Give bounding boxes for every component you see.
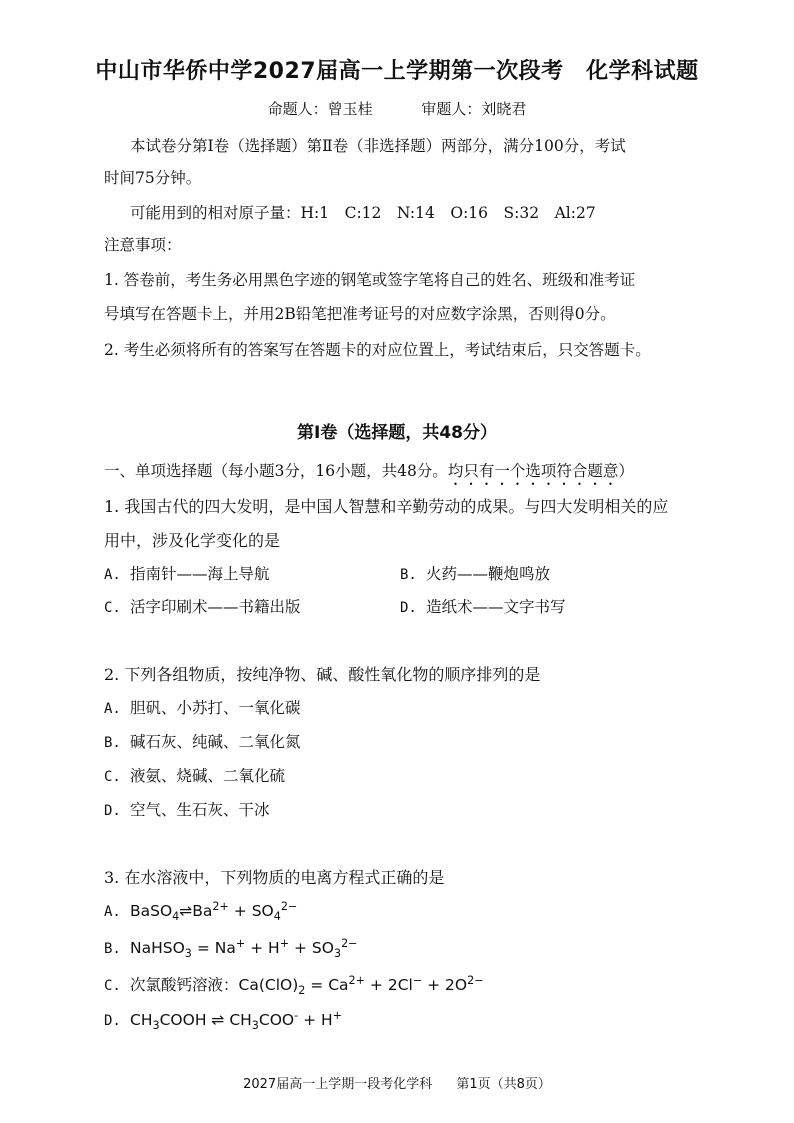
option-label: B. <box>104 735 121 751</box>
q3-option-c-equation: $Ca(ClO)_2 = Ca^{2+} + 2Cl^- + 2O^{2-}$ <box>238 973 484 998</box>
authors-line <box>0 98 794 119</box>
q2-stem: 2. 下列各组物质，按纯净物、碱、酸性氧化物的顺序排列的是 <box>104 665 541 684</box>
part-heading-suffix: ） <box>618 462 634 480</box>
option-label: D. <box>104 1013 121 1030</box>
option-label: D. <box>400 600 417 616</box>
q1-option-c <box>104 595 301 617</box>
option-text: 活字印刷术——书籍出版 <box>130 598 301 616</box>
option-label: B. <box>400 567 417 583</box>
question-reviewer: 审题人：刘晓君 <box>421 100 527 118</box>
q2-option-d <box>104 798 270 820</box>
option-text: 火药——鞭炮鸣放 <box>426 565 551 583</box>
option-text: 碱石灰、纯碱、二氧化氮 <box>130 733 301 751</box>
q2-option-b <box>104 730 301 752</box>
option-label: D. <box>104 803 121 819</box>
q3-option-b <box>104 937 358 960</box>
q1-option-a <box>104 562 270 584</box>
q2-option-c <box>104 764 285 786</box>
atomic-masses: 可能用到的相对原子量：H:1 C:12 N:14 O:16 S:32 Al:27 <box>130 204 596 222</box>
option-label: C. <box>104 769 121 785</box>
notes-title: 注意事项： <box>104 236 182 254</box>
option-label: A. <box>104 701 121 717</box>
option-label: B. <box>104 941 121 958</box>
q3-option-d <box>104 1009 342 1032</box>
q3-option-a <box>104 900 297 923</box>
q3-option-d-equation: $CH_3COOH$ ⇌ $CH_3COO^- + H^+$ <box>130 1009 343 1033</box>
note-1-line-2: 号填写在答题卡上，并用2B铅笔把准考证号的对应数字涂黑，否则得0分。 <box>104 305 616 323</box>
exam-title: 中山市华侨中学2027届高一上学期第一次段考 化学科试题 <box>95 59 699 84</box>
q3-option-c <box>104 973 484 997</box>
option-text: 空气、生石灰、干冰 <box>130 801 270 819</box>
q1-stem-line-1: 1. 我国古代的四大发明，是中国人智慧和辛勤劳动的成果。与四大发明相关的应 <box>104 497 669 516</box>
q2-option-a <box>104 696 301 718</box>
part-heading-emphasis: 均只有一个选项符合题意 <box>447 462 619 480</box>
q1-stem-line-2: 用中，涉及化学变化的是 <box>104 531 281 550</box>
part-heading <box>104 459 634 489</box>
page-footer <box>0 1073 794 1092</box>
option-label: A. <box>104 567 121 583</box>
option-label: C. <box>104 978 121 994</box>
q3-option-a-equation: $BaSO_4\rightleftharpoons Ba^{2+} + SO_4^{2-}$ <box>130 900 298 924</box>
q3-option-c-prefix: 次氯酸钙溶液： <box>130 976 239 994</box>
footer-course: 2027届高一上学期一段考化学科 <box>243 1077 433 1092</box>
q1-option-d <box>400 595 566 617</box>
footer-page-number: 第1页（共8页） <box>456 1077 551 1092</box>
note-2: 2. 考生必须将所有的答案写在答题卡的对应位置上，考试结束后，只交答题卡。 <box>104 341 651 359</box>
intro-line-2: 时间75分钟。 <box>104 169 202 187</box>
part-heading-prefix: 一、单项选择题（每小题3分，16小题，共48分。 <box>104 462 448 480</box>
note-1-line-1: 1. 答卷前，考生务必用黑色字迹的钢笔或签字笔将自己的姓名、班级和准考证 <box>104 271 636 289</box>
question-setter: 命题人：曾玉桂 <box>267 100 373 118</box>
q3-stem: 3. 在水溶液中，下列物质的电离方程式正确的是 <box>104 868 445 887</box>
option-text: 指南针——海上导航 <box>130 565 270 583</box>
section-title: 第Ⅰ卷（选择题，共48分） <box>297 423 497 443</box>
option-label: A. <box>104 904 121 921</box>
q3-option-b-equation: NaHSO$_3$ = $Na^+ + H^+ + SO_3^{2-}$ <box>130 937 358 961</box>
option-text: 胆矾、小苏打、一氧化碳 <box>130 699 301 717</box>
option-text: 液氨、烧碱、二氧化硫 <box>130 767 286 785</box>
option-text: 造纸术——文字书写 <box>426 598 566 616</box>
option-label: C. <box>104 600 121 616</box>
q1-option-b <box>400 562 550 584</box>
intro-line-1: 本试卷分第Ⅰ卷（选择题）第Ⅱ卷（非选择题）两部分，满分100分，考试 <box>130 137 626 155</box>
